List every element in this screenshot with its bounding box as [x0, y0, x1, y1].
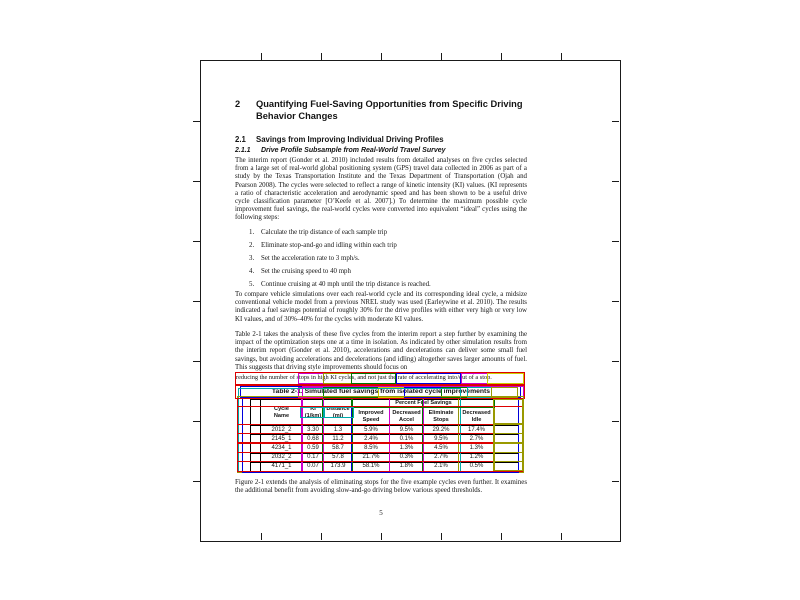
frame-tick [441, 53, 442, 60]
list-item [235, 242, 527, 255]
table-cell: 8.5% [353, 444, 390, 453]
paragraph-1: The interim report (Gonder et al. 2010) included results from detailed analyses on five cycles selected from a large set of real-world global positioning system (GPS) travel data collected in 2006 as part of a study by the Texas Transportation Institute and the Texas Department of Transportation (Ojah and Pearson 2008). The cycles were selected to reflect a range of kinetic intensity (KI) values. (KI represents a ratio of characteristic acceleration and aerodynamic speed and has been shown to be a useful drive cycle classification parameter [O’Keefe et al. 2007].) To determine the maximum possible cycle improvement fuel savings, the real-world cycles were converted into equivalent “ideal” cycles using the following steps: [235, 157, 527, 222]
table-cell [495, 444, 519, 453]
col-header-improved-speed [353, 408, 390, 426]
frame-tick [193, 121, 200, 122]
table-cell: 0.17 [303, 453, 324, 462]
frame-tick [612, 181, 619, 182]
col-header-decreased-idle [459, 408, 495, 426]
frame-tick [381, 53, 382, 60]
table-cell: 1.3% [459, 444, 495, 453]
table-cell-empty [251, 400, 261, 426]
table-cell: 2.7% [424, 453, 459, 462]
table-row [251, 435, 519, 444]
table-cell: 1.2% [459, 453, 495, 462]
frame-tick [612, 301, 619, 302]
frame-tick [501, 53, 502, 60]
table-cell: 0.1% [390, 435, 424, 444]
table-cell: 0.59 [303, 444, 324, 453]
frame-tick [193, 241, 200, 242]
table-cell: 0.07 [303, 462, 324, 471]
table-cell [251, 453, 261, 462]
table-cell [251, 462, 261, 471]
list-item-number: 5. [249, 281, 255, 288]
col-header-ki-line2: (1/km) [304, 412, 322, 419]
figure-paragraph: Figure 2-1 extends the analysis of eliminating stops for the five example cycles even further. It examines the additional benefit from avoiding slow-and-go driving below various speed thresholds. [235, 479, 527, 495]
table-row [251, 444, 519, 453]
table-cell: 5.9% [353, 426, 390, 435]
table-cell: 4171_1 [261, 462, 303, 471]
frame-tick [261, 533, 262, 540]
table-cell [495, 453, 519, 462]
table-cell: 11.2 [324, 435, 353, 444]
list-item-text: Continue cruising at 40 mph until the trip distance is reached. [261, 281, 431, 288]
list-item-number: 1. [249, 229, 255, 236]
subsubsection-text: Drive Profile Subsample from Real-World Travel Survey [261, 147, 446, 154]
table-cell: 0.68 [303, 435, 324, 444]
table-cell: 2145_1 [261, 435, 303, 444]
list-item [235, 255, 527, 268]
col-header-improved-speed-line1: Improved [358, 410, 384, 417]
subsection-heading [235, 135, 527, 144]
table-cell [251, 444, 261, 453]
col-header-ki [303, 400, 324, 426]
table-cell [495, 435, 519, 444]
frame-tick [193, 301, 200, 302]
list-item-text: Eliminate stop-and-go and idling within each trip [261, 242, 397, 249]
col-header-decreased-accel-line2: Accel [399, 416, 414, 423]
col-header-decreased-accel-line1: Decreased [392, 410, 421, 417]
col-header-decreased-idle-line2: Idle [471, 416, 482, 423]
frame-tick [612, 121, 619, 122]
table-header-row-1 [251, 400, 519, 408]
list-item-text: Calculate the trip distance of each sample trip [261, 229, 388, 236]
table-caption: Table 2-1. Simulated fuel savings from isolated cycle improvements [271, 388, 491, 395]
heading-text: Quantifying Fuel-Saving Opportunities from Specific Driving Behavior Changes [256, 99, 523, 121]
frame-tick [561, 533, 562, 540]
table-cell [251, 435, 261, 444]
table-row [251, 453, 519, 462]
table-row [251, 462, 519, 471]
col-header-decreased-accel [390, 408, 424, 426]
col-header-cycle [261, 400, 303, 426]
table-cell: 2.4% [353, 435, 390, 444]
paragraph-3-last-line: reducing the number of stops in high KI cycles, and not just the rate of accelerating into/out of a stop. [236, 374, 492, 381]
frame-tick [193, 421, 200, 422]
table-cell: 2.7% [459, 435, 495, 444]
frame-tick [321, 533, 322, 540]
paragraph-3: Table 2-1 takes the analysis of these five cycles from the interim report a step further by examining the impact of the optimization steps one at a time in isolation. As indicated by other simulation results from the interim report (Gonder et al. 2010), accelerations and decelerations can deliver some small fuel savings, but avoiding accelerations and decelerations (and idling) altogether saves larger amounts of fuel. This suggests that driving style improvements should focus on [235, 331, 527, 371]
col-header-eliminate-stops-line1: Eliminate [428, 410, 454, 417]
annotated-table-region [235, 372, 527, 473]
numbered-list [235, 229, 527, 294]
page-frame [200, 60, 621, 542]
list-item-text: Set the acceleration rate to 3 mph/s. [261, 255, 360, 262]
list-item-number: 3. [249, 255, 255, 262]
fuel-savings-table [250, 399, 519, 472]
table-cell: 9.5% [390, 426, 424, 435]
col-header-distance [324, 400, 353, 426]
table-cell: 57.8 [324, 453, 353, 462]
frame-tick [261, 53, 262, 60]
table-cell: 1.8% [390, 462, 424, 471]
col-group-percent-fuel-savings: Percent Fuel Savings [353, 400, 495, 408]
list-item-text: Set the cruising speed to 40 mph [261, 268, 351, 275]
subsection-number: 2.1 [235, 135, 246, 144]
page-number: 5 [379, 509, 383, 517]
table-row [251, 426, 519, 435]
table-cell: 0.3% [390, 453, 424, 462]
col-header-cycle-line2: Name [273, 412, 290, 419]
table-cell: 173.9 [324, 462, 353, 471]
frame-tick [612, 361, 619, 362]
col-header-cycle-line1: Cycle [274, 406, 289, 413]
table-cell: 29.2% [424, 426, 459, 435]
table-cell: 21.7% [353, 453, 390, 462]
col-header-ki-line1: KI [310, 406, 316, 413]
table-cell: 17.4% [459, 426, 495, 435]
table-cell: 2.1% [424, 462, 459, 471]
frame-tick [561, 53, 562, 60]
frame-tick [612, 421, 619, 422]
table-cell [495, 426, 519, 435]
table-cell: 4234_1 [261, 444, 303, 453]
table-cell [251, 426, 261, 435]
frame-tick [501, 533, 502, 540]
frame-tick [193, 481, 200, 482]
col-header-decreased-idle-line1: Decreased [462, 410, 491, 417]
section-heading [235, 99, 527, 122]
table-body [251, 426, 519, 472]
table-cell: 58.7 [324, 444, 353, 453]
table-cell: 2012_2 [261, 426, 303, 435]
paragraph-2: To compare vehicle simulations over each real-world cycle and its corresponding ideal cycle, a midsize conventional vehicle model from a previous NREL study was used (Earleywine et al. 2010). The results indicated a fuel savings potential of roughly 30% for the drive profiles with either very high or very low KI values, and of 30%–40% for the cycles with moderate KI values. [235, 291, 527, 323]
table-cell: 4.5% [424, 444, 459, 453]
table-cell-empty [495, 400, 519, 426]
table-cell: 58.1% [353, 462, 390, 471]
frame-tick [193, 181, 200, 182]
frame-tick [612, 481, 619, 482]
frame-tick [612, 241, 619, 242]
table-cell: 3.30 [303, 426, 324, 435]
heading-number: 2 [235, 99, 241, 109]
frame-tick [441, 533, 442, 540]
subsection-text: Savings from Improving Individual Driving Profiles [256, 135, 444, 144]
table-cell: 9.5% [424, 435, 459, 444]
list-item [235, 229, 527, 242]
table-cell: 1.3% [390, 444, 424, 453]
col-header-distance-line1: Distance [326, 406, 350, 413]
col-header-distance-line2: (mi) [332, 412, 344, 419]
frame-tick [381, 533, 382, 540]
subsubsection-number: 2.1.1 [235, 147, 251, 154]
table-cell [495, 462, 519, 471]
list-item [235, 268, 527, 281]
col-header-eliminate-stops-line2: Stops [433, 416, 449, 423]
col-header-eliminate-stops [424, 408, 459, 426]
col-header-improved-speed-line2: Speed [362, 416, 380, 423]
table-cell: 2032_2 [261, 453, 303, 462]
list-item-number: 2. [249, 242, 255, 249]
table-cell: 1.3 [324, 426, 353, 435]
list-item-number: 4. [249, 268, 255, 275]
document-page [235, 99, 527, 549]
table-cell: 0.5% [459, 462, 495, 471]
subsubsection-heading [235, 147, 527, 156]
frame-tick [193, 361, 200, 362]
frame-tick [321, 53, 322, 60]
